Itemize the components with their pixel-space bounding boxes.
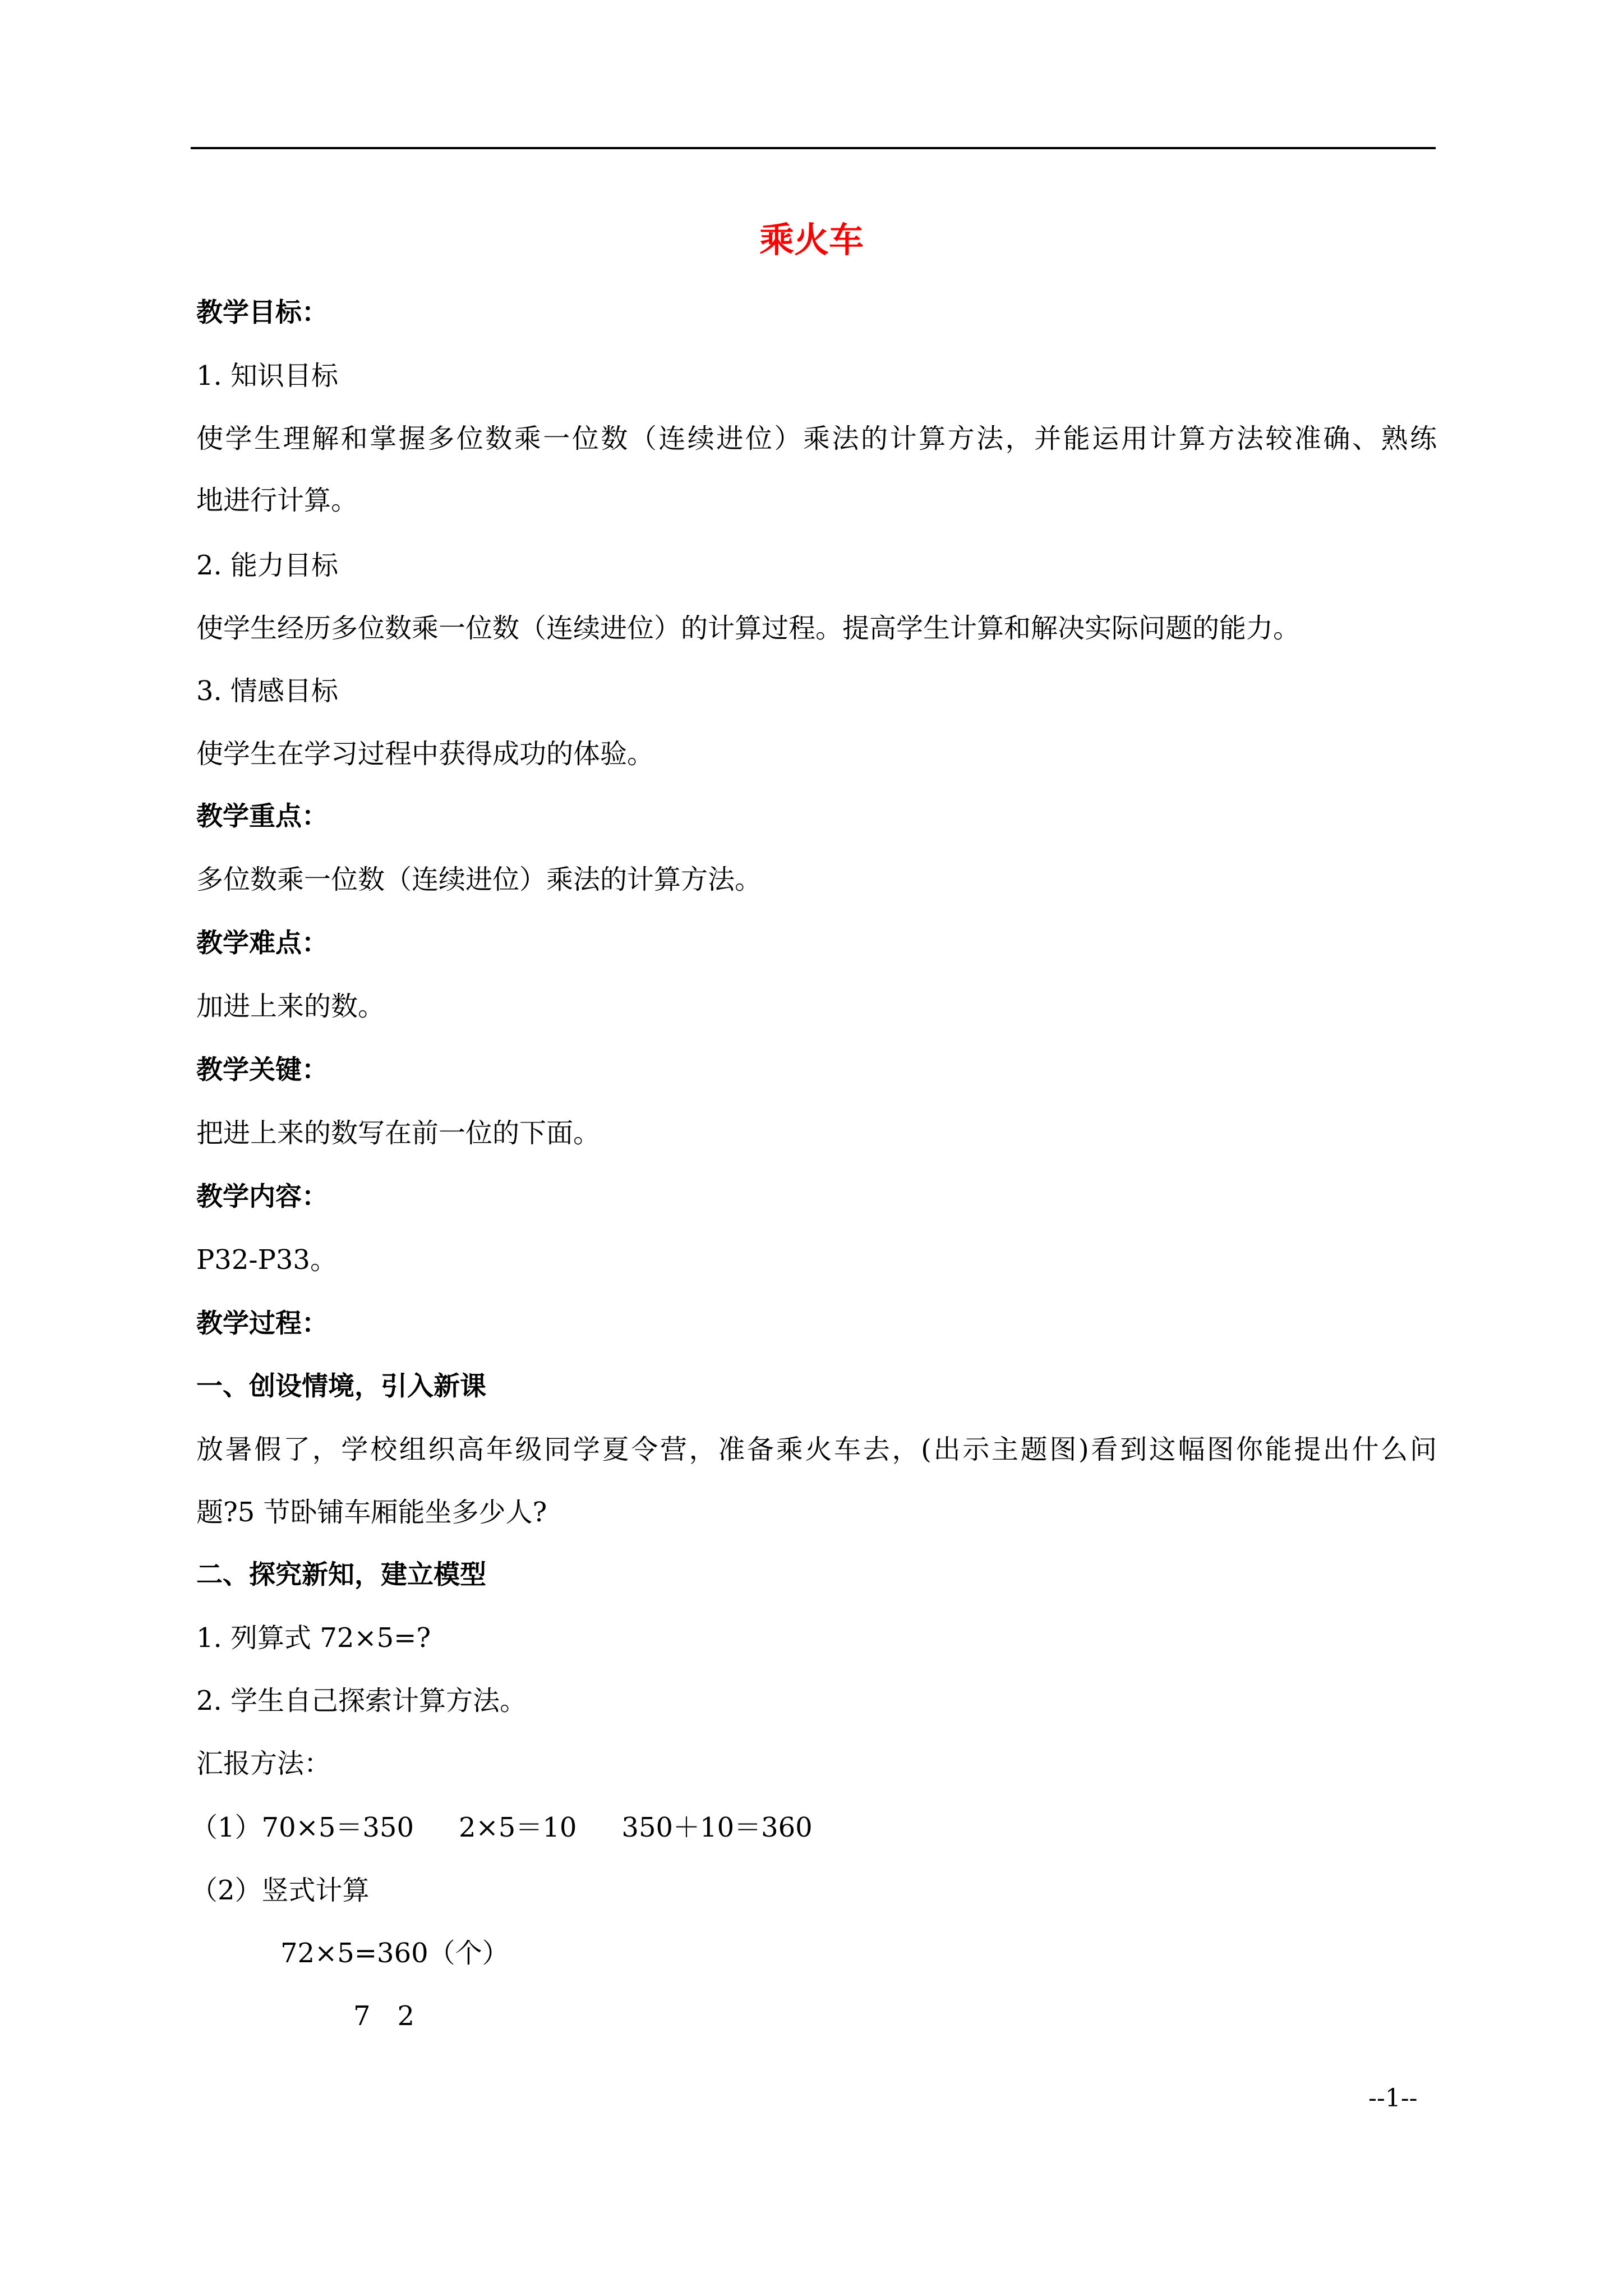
goal3-text: 使学生在学习过程中获得成功的体验。 — [196, 738, 654, 770]
goals-heading: 教学目标： — [196, 297, 328, 328]
goal2-label: 2. 能力目标 — [196, 550, 339, 581]
content-text: P32-P33。 — [196, 1244, 337, 1276]
difficulty-text: 加进上来的数。 — [196, 991, 385, 1022]
method1-expression-a: 70×5＝350 — [261, 1812, 414, 1843]
crux-heading: 教学关键： — [196, 1055, 328, 1085]
method1-expression-b: 2×5＝10 — [459, 1812, 577, 1843]
method1-expression-c: 350＋10＝360 — [621, 1812, 813, 1843]
vertical-digits: 7 2 — [353, 2000, 415, 2032]
document-title: 乘火车 — [759, 219, 864, 260]
part1-heading: 一、创设情境，引入新课 — [196, 1371, 486, 1402]
content-heading: 教学内容： — [196, 1181, 328, 1212]
method1-line — [191, 1805, 813, 1850]
goal2-text: 使学生经历多位数乘一位数（连续进位）的计算过程。提高学生计算和解决实际问题的能力。 — [196, 613, 1301, 644]
report-label: 汇报方法： — [196, 1748, 331, 1779]
goal1-text-line1: 使学生理解和掌握多位数乘一位数（连续进位）乘法的计算方法，并能运用计算方法较准确、熟练 — [196, 423, 1437, 454]
method2-label: （2）竖式计算 — [191, 1875, 370, 1906]
method1-label: （1） — [191, 1812, 262, 1843]
step2: 2. 学生自己探索计算方法。 — [196, 1685, 527, 1717]
page-number: --1-- — [1368, 2084, 1418, 2113]
crux-text: 把进上来的数写在前一位的下面。 — [196, 1117, 601, 1149]
step1: 1. 列算式 72×5=? — [196, 1622, 431, 1654]
part1-text-line1: 放暑假了，学校组织高年级同学夏令营，准备乘火车去，(出示主题图)看到这幅图你能提出什么问 — [196, 1434, 1437, 1465]
goal1-text-line2: 地进行计算。 — [196, 485, 358, 516]
process-heading: 教学过程： — [196, 1308, 328, 1339]
part2-heading: 二、探究新知，建立模型 — [196, 1559, 486, 1590]
part1-text-line2: 题?5 节卧铺车厢能坐多少人? — [196, 1497, 547, 1528]
vertical-equation: 72×5=360（个） — [280, 1938, 509, 1969]
difficulty-heading: 教学难点： — [196, 928, 328, 959]
key-text: 多位数乘一位数（连续进位）乘法的计算方法。 — [196, 864, 762, 895]
goal3-label: 3. 情感目标 — [196, 675, 339, 707]
header-rule — [191, 147, 1436, 149]
goal1-label: 1. 知识目标 — [196, 360, 339, 392]
key-heading: 教学重点： — [196, 801, 328, 832]
